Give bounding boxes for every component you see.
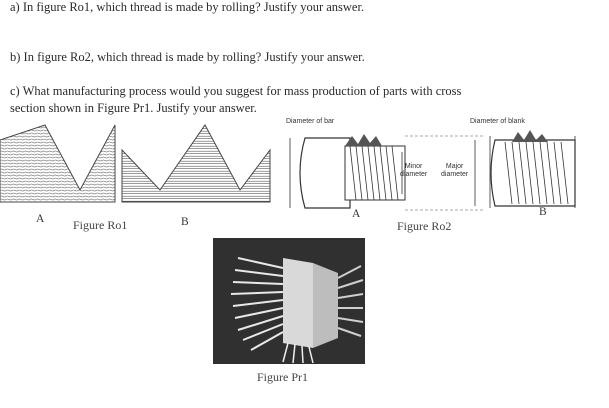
ro2-diameter-bar-label: Diameter of bar (286, 118, 335, 125)
figure-ro1-drawing (0, 120, 270, 210)
bar-a-body (300, 138, 350, 208)
figure-ro2-caption: Figure Ro2 (397, 219, 452, 233)
thread-b-profile (122, 125, 270, 202)
ro2-label-a: A (352, 208, 361, 220)
heat-sink-drawing (213, 238, 365, 364)
figure-ro1-caption: Figure Ro1 (73, 218, 128, 232)
ro2-label-b: B (539, 206, 547, 218)
thread-a-profile (0, 125, 115, 202)
ro2-diameter-blank-label: Diameter of blank (470, 118, 525, 125)
ro2-minor-diameter (400, 163, 427, 179)
bar-b-body (491, 140, 575, 206)
major-line2: diameter (441, 171, 469, 178)
major-line1: Major (445, 163, 464, 170)
ro1-label-b: B (181, 216, 189, 228)
question-a: a) In figure Ro1, which thread is made by rolling? Justify your answer. (10, 0, 365, 14)
minor-line2: diameter (400, 171, 428, 178)
figure-ro2-drawing (290, 128, 580, 218)
minor-line1: Minor (404, 163, 423, 170)
question-c-line1: c) What manufacturing process would you suggest for mass production of parts with cross (10, 84, 462, 98)
figure-pr1-photo (213, 238, 365, 364)
ro1-label-a: A (36, 213, 45, 225)
question-b: b) In figure Ro2, which thread is made by rolling? Justify your answer. (10, 50, 365, 64)
bar-a-chips (345, 134, 382, 146)
question-c-line2: section shown in Figure Pr1. Justify your answer. (10, 101, 257, 115)
bar-b-chips (512, 130, 548, 142)
figure-pr1-caption: Figure Pr1 (257, 370, 308, 384)
ro2-major-diameter (441, 163, 468, 179)
